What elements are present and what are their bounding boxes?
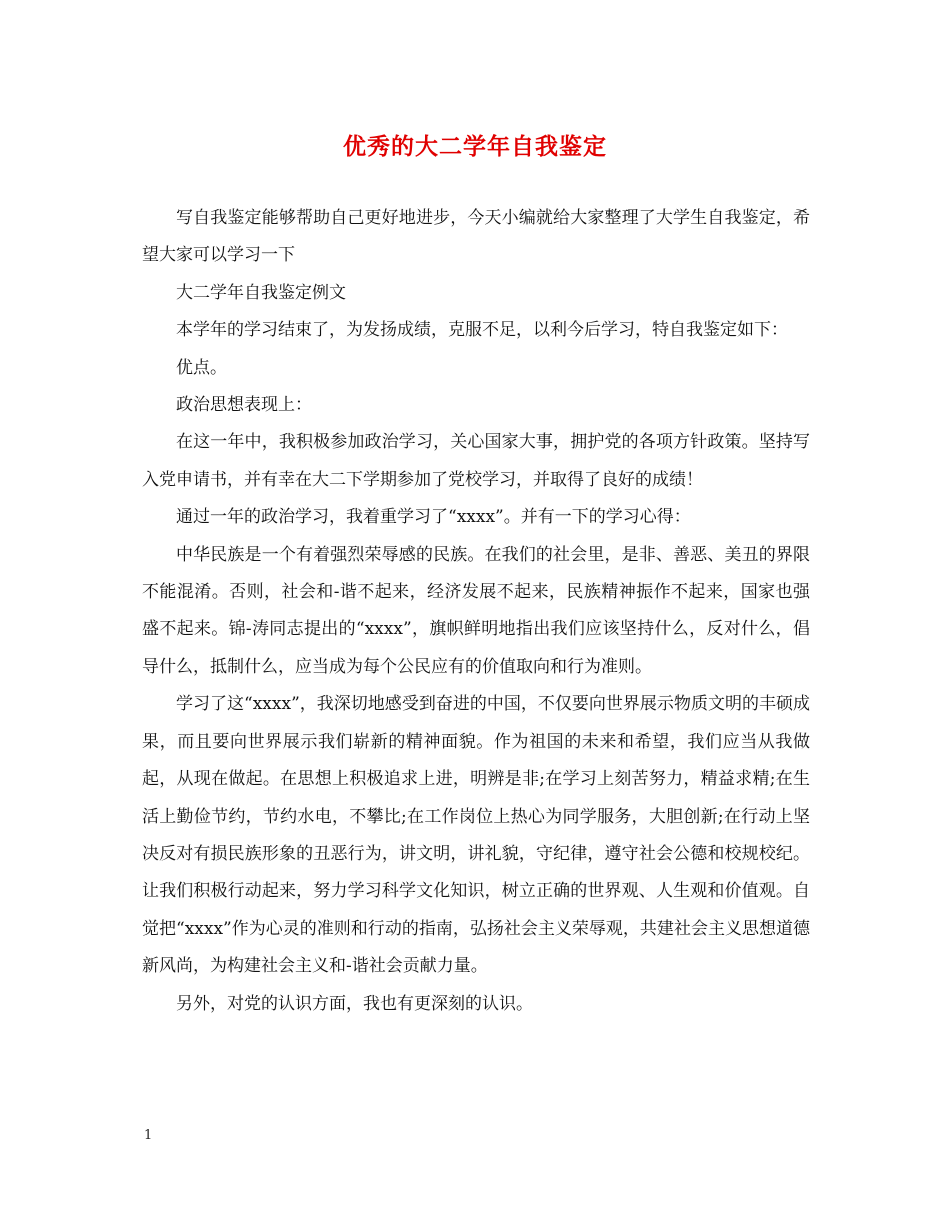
paragraph-example-heading: 大二学年自我鉴定例文 xyxy=(176,282,346,303)
paragraph-intro: 写自我鉴定能够帮助自己更好地进步，今天小编就给大家整理了大学生自我鉴定，希望大家可以学习一下 xyxy=(142,208,810,266)
paragraph-party-understanding: 另外，对党的认识方面，我也有更深刻的认识。 xyxy=(176,993,533,1014)
paragraph-political-heading: 政治思想表现上： xyxy=(176,395,312,416)
paragraph-political-study: 在这一年中，我积极参加政治学习，关心国家大事，拥护党的各项方针政策。坚持写入党申请书，并有幸在大二下学期参加了党校学习，并取得了良好的成绩！ xyxy=(142,432,810,490)
paragraph-national-spirit: 中华民族是一个有着强烈荣辱感的民族。在我们的社会里，是非、善恶、美丑的界限不能混淆。否则，社会和-谐不起来，经济发展不起来，民族精神振作不起来，国家也强盛不起来。锦-涛同志提出的“xxxx”，旗帜鲜明地指出我们应该坚持什么，反对什么，倡导什么，抵制什么，应当成为每个公民应有的价值取向和行为准则。 xyxy=(142,544,810,677)
paragraph-strengths-heading: 优点。 xyxy=(176,357,227,378)
paragraph-study-summary: 通过一年的政治学习，我着重学习了“xxxx”。并有一下的学习心得： xyxy=(176,507,691,528)
page-number: 1 xyxy=(144,1128,153,1143)
paragraph-reflection: 学习了这“xxxx”，我深切地感受到奋进的中国，不仅要向世界展示物质文明的丰硕成果，而且要向世界展示我们崭新的精神面貌。作为祖国的未来和希望，我们应当从我做起，从现在做起。在思想上积极追求上进，明辨是非;在学习上刻苦努力，精益求精;在生活上勤俭节约，节约水电，不攀比;在工作岗位上热心为同学服务，大胆创新;在行动上坚决反对有损民族形象的丑恶行为，讲文明，讲礼貌，守纪律，遵守社会公德和校规校纪。让我们积极行动起来，努力学习科学文化知识，树立正确的世界观、人生观和价值观。自觉把“xxxx”作为心灵的准则和行动的指南，弘扬社会主义荣辱观，共建社会主义思想道德新风尚，为构建社会主义和-谐社会贡献力量。 xyxy=(142,694,810,977)
document-title: 优秀的大二学年自我鉴定 xyxy=(343,134,607,160)
paragraph-opening: 本学年的学习结束了，为发扬成绩，克服不足，以利今后学习，特自我鉴定如下： xyxy=(176,320,788,341)
document-body xyxy=(142,200,810,1023)
